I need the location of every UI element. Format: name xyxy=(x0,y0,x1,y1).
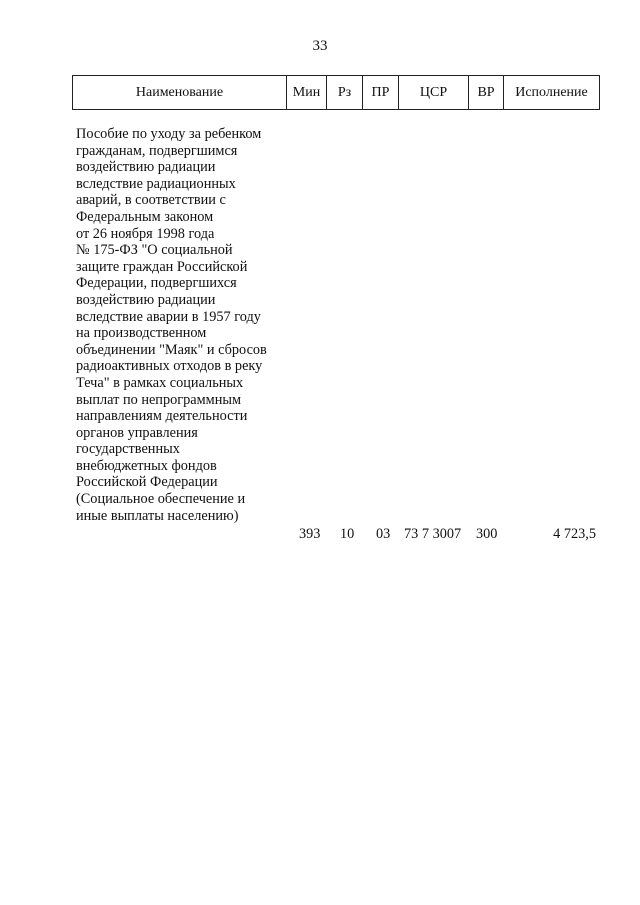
row-name-line: гражданам, подвергшимся xyxy=(76,142,238,159)
row-name-line: Пособие по уходу за ребенком xyxy=(76,126,262,142)
row-name-line: защите граждан Российской xyxy=(76,258,248,275)
cell-execution: 4 723,5 xyxy=(553,526,596,542)
row-name-line: иные выплаты населению) xyxy=(76,507,239,524)
row-name-line: аварий, в соответствии с xyxy=(76,192,226,209)
header-name: Наименование xyxy=(73,76,287,110)
row-name-line: воздействию радиации xyxy=(76,291,216,308)
row-name-line: Федерации, подвергшихся xyxy=(76,275,237,292)
header-rz: Рз xyxy=(327,76,363,110)
row-name-line: радиоактивных отходов в реку xyxy=(76,358,263,375)
row-name-line: на производственном xyxy=(76,325,207,342)
header-row xyxy=(73,76,600,110)
row-name-line: органов управления xyxy=(76,424,198,441)
row-name-line: внебюджетных фондов xyxy=(76,457,217,474)
cell-min: 393 xyxy=(299,526,321,542)
cell-pr: 03 xyxy=(376,526,391,542)
page-number: 33 xyxy=(312,38,328,54)
row-name-line: от 26 ноября 1998 года xyxy=(76,225,215,242)
row-name-line: Теча" в рамках социальных xyxy=(76,374,244,391)
header-min: Мин xyxy=(287,76,327,110)
row-name-line: воздействию радиации xyxy=(76,159,216,176)
row-name-line: объединении "Маяк" и сбросов xyxy=(76,341,267,358)
row-name-line: государственных xyxy=(76,441,180,458)
row-name-line: (Социальное обеспечение и xyxy=(76,491,246,508)
row-name-line: направлениям деятельности xyxy=(76,408,248,425)
table-header xyxy=(72,75,600,110)
cell-rz: 10 xyxy=(340,526,355,542)
row-name-line: Федеральным законом xyxy=(76,208,214,225)
cell-vr: 300 xyxy=(476,526,498,542)
header-vr: ВР xyxy=(469,76,504,110)
header-execution: Исполнение xyxy=(504,76,600,110)
row-name-line: вследствие аварии в 1957 году xyxy=(76,308,261,325)
row-name-cell xyxy=(76,126,286,524)
header-pr: ПР xyxy=(363,76,399,110)
row-name-line: вследствие радиационных xyxy=(76,175,236,192)
row-name-line: выплат по непрограммным xyxy=(76,391,242,408)
row-name-line: № 175-ФЗ "О социальной xyxy=(76,242,233,259)
cell-csr: 73 7 3007 xyxy=(404,526,462,542)
header-csr: ЦСР xyxy=(399,76,469,110)
row-name-line: Российской Федерации xyxy=(76,474,218,491)
